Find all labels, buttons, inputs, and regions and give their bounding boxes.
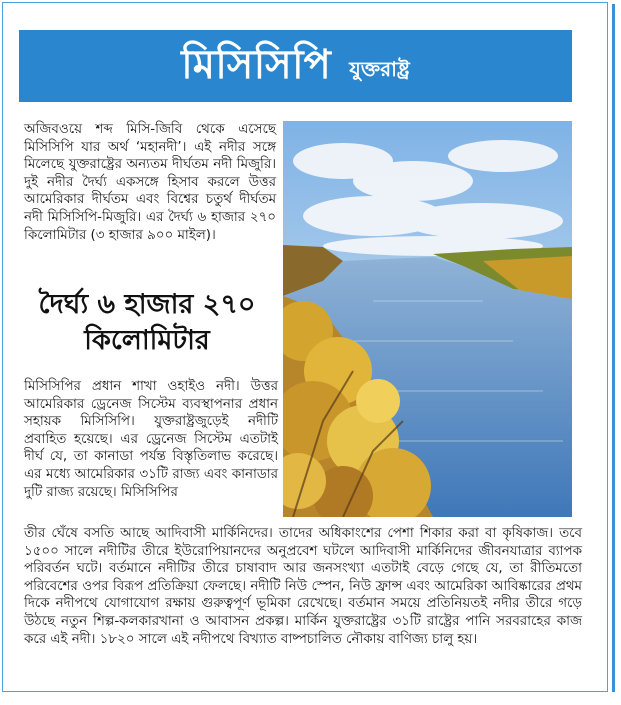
- title-banner: [19, 30, 572, 102]
- page-title: মিসিসিপি: [181, 41, 332, 88]
- body-paragraph-side: মিসিসিপির প্রধান শাখা ওহাইও নদী। উত্তর আমেরিকার ড্রেনেজ সিস্টেম ব্যবস্থাপনার প্রধান সহায়ক মিসিসিপি। যুক্তরাষ্ট্রজুড়েই নদীটি প্রবাহিত হয়েছে। এর ড্রেনেজ সিস্টেম এতটাই দীর্ঘ যে, তা কানাডা পর্যন্ত বিস্তৃতিলাভ করেছে। এর মধ্যে আমেরিকার ৩১টি রাজ্য এবং কানাডার দুটি রাজ্য রয়েছে। মিসিসিপির: [24, 379, 278, 500]
- length-highlight: দৈর্ঘ্য ৬ হাজার ২৭০ কিলোমিটার: [38, 289, 256, 356]
- intro-paragraph: অজিবওয়ে শব্দ মিসি-জিবি থেকে এসেছে মিসিসিপি যার অর্থ ‘মহানদী’। এই নদীর সঙ্গে মিলেছে যুক্তরাষ্ট্রের অন্যতম দীর্ঘতম নদী মিজুরি। দুই নদীর দৈর্ঘ্য একসঙ্গে হিসাব করলে উত্তর আমেরিকার দীর্ঘতম এবং বিশ্বের চতুর্থ দীর্ঘতম নদী মিসিসিপি-মিজুরি। এর দৈর্ঘ্য ৬ হাজার ২৭০ কিলোমিটার (৩ হাজার ৯০০ মাইল)।: [24, 122, 276, 243]
- side-rule: [612, 4, 615, 692]
- page-subtitle: যুক্তরাষ্ট্র: [349, 56, 410, 81]
- body-paragraph-full: তীর ঘেঁষে বসতি আছে আদিবাসী মার্কিনিদের। তাদের অধিকাংশের পেশা শিকার করা বা কৃষিকাজ। তবে ১৫০০ সালে নদীটির তীরে ইউরোপিয়ানদের অনুপ্রবেশ ঘটলে আদিবাসী মার্কিনিদের জীবনযাত্রার ব্যাপক পরিবর্তন ঘটে। বর্তমানে নদীটির তীরে চাষাবাদ আর জনসংখ্যা এতটাই বেড়ে গেছে যে, তা রীতিমতো পরিবেশের ওপর বিরূপ প্রতিক্রিয়া ফেলছে। নদীটি নিউ স্পেন, নিউ ফ্রান্স এবং আমেরিকা আবিষ্কারের প্রথম দিকে নদীপথে যোগাযোগ রক্ষায় গুরুত্বপূর্ণ ভূমিকা রেখেছে। বর্তমান সময়ে প্রতিনিয়তই নদীর তীরে গড়ে উঠছে নতুন শিল্প-কলকারখানা ও আবাসন প্রকল্প। মার্কিন যুক্তরাষ্ট্রের ৩১টি রাষ্ট্রের পানি সরবরাহের কাজ করে এই নদী। ১৮২০ সালে এই নদীপথে বিখ্যাত বাষ্পচালিত নৌকায় বাণিজ্য চালু হয়।: [24, 526, 582, 647]
- river-photo: [283, 121, 572, 517]
